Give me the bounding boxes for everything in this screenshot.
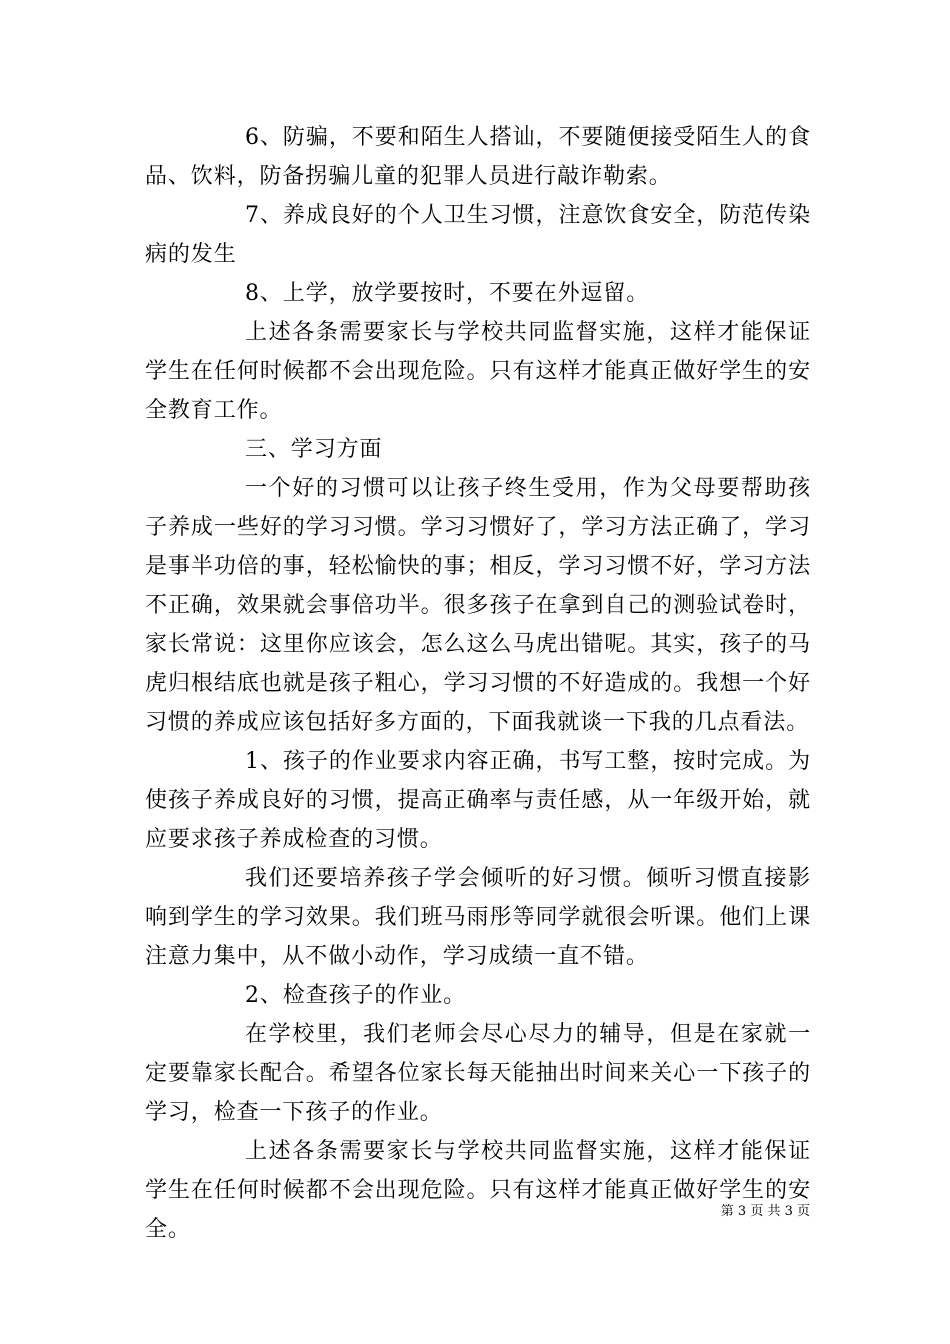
paragraph-item-8: 8、上学，放学要按时，不要在外逗留。 <box>245 281 650 306</box>
paragraph-summary-safety: 上述各条需要家长与学校共同监督实施，这样才能保证学生在任何时候都不会出现危险。只有这样才能真正做好学生的安全教育工作。 <box>145 320 811 423</box>
paragraph-summary-final: 上述各条需要家长与学校共同监督实施，这样才能保证学生在任何时候都不会出现危险。只有这样才能真正做好学生的安全。 <box>145 1139 811 1242</box>
paragraph-parent-cooperation: 在学校里，我们老师会尽心尽力的辅导，但是在家就一定要靠家长配合。希望各位家长每天能抽出时间来关心一下孩子的学习，检查一下孩子的作业。 <box>145 1022 811 1125</box>
paragraph-study-habits: 一个好的习惯可以让孩子终生受用，作为父母要帮助孩子养成一些好的学习习惯。学习习惯好了，学习方法正确了，学习是事半功倍的事，轻松愉快的事；相反，学习习惯不好，学习方法不正确，效果就会事倍功半。很多孩子在拿到自己的测验试卷时，家长常说：这里你应该会，怎么这么马虎出错呢。其实，孩子的马虎归根结底也就是孩子粗心，学习习惯的不好造成的。我想一个好习惯的养成应该包括好多方面的，下面我就谈一下我的几点看法。 <box>145 476 811 735</box>
paragraph-homework-item-1: 1、孩子的作业要求内容正确，书写工整，按时完成。为使孩子养成良好的习惯，提高正确率与责任感，从一年级开始，就应要求孩子养成检查的习惯。 <box>145 749 811 852</box>
paragraph-item-6: 6、防骗，不要和陌生人搭讪，不要随便接受陌生人的食品、饮料，防备拐骗儿童的犯罪人员进行敲诈勒索。 <box>145 125 811 189</box>
document-body <box>145 118 811 1249</box>
paragraph-homework-item-2: 2、检查孩子的作业。 <box>245 983 466 1008</box>
page-number-footer: 第 3 页 共 3 页 <box>720 1204 810 1219</box>
paragraph-listening-habit: 我们还要培养孩子学会倾听的好习惯。倾听习惯直接影响到学生的学习效果。我们班马雨彤等同学就很会听课。他们上课注意力集中，从不做小动作，学习成绩一直不错。 <box>145 866 811 969</box>
paragraph-item-7: 7、养成良好的个人卫生习惯，注意饮食安全，防范传染病的发生 <box>145 203 811 267</box>
section-heading-study: 三、学习方面 <box>245 437 383 462</box>
